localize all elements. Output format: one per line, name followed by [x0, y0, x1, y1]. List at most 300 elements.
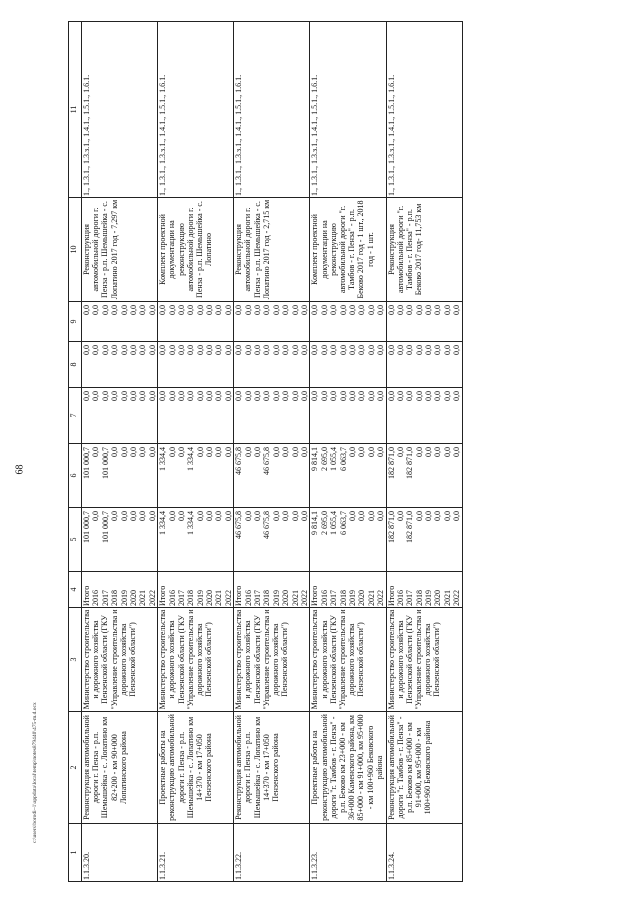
local-budget-value: 0,0 — [176, 345, 186, 355]
regional-budget-value: 1 334,4 — [186, 447, 196, 471]
federal-budget-value: 0,0 — [414, 391, 424, 401]
program-table — [68, 21, 463, 882]
federal-budget-value: 0,0 — [262, 391, 272, 401]
year-label — [82, 572, 158, 608]
year-label-value: 2016 — [91, 590, 101, 606]
federal-budget-value: 0,0 — [433, 391, 443, 401]
regional-budget-value: 0,0 — [167, 447, 177, 457]
local-budget-value: 0,0 — [167, 345, 177, 355]
header-cell: 5 — [69, 508, 82, 572]
local-budget-value: 0,0 — [329, 345, 339, 355]
regional-budget-value: 0,0 — [281, 447, 291, 457]
local-budget-value: 0,0 — [195, 345, 205, 355]
federal-budget-value: 0,0 — [442, 391, 452, 401]
local-budget-value: 0,0 — [376, 345, 386, 355]
local-budget-value: 0,0 — [223, 345, 233, 355]
local-budget-value: 0,0 — [452, 345, 462, 355]
total-funding-value: 0,0 — [395, 511, 405, 521]
total-funding-value: 0,0 — [119, 511, 129, 521]
local-budget-value: 0,0 — [310, 345, 320, 355]
year-label-value: 2021 — [366, 590, 376, 606]
extra-budget-value: 0,0 — [405, 305, 415, 315]
regional-budget-value: 182 871,0 — [386, 447, 396, 479]
total-funding-value: 46 675,8 — [262, 511, 272, 539]
year-label-value: 2017 — [100, 590, 110, 606]
local-budget-value: 0,0 — [253, 345, 263, 355]
year-label-value: 2021 — [442, 590, 452, 606]
expected-result: Реконструкция автомобильной дороги г. Пенза - р.п. Шемышейка - с. Лопатино 2017 год - 7,297 км — [82, 198, 158, 302]
local-budget-value: 0,0 — [366, 345, 376, 355]
total-funding-value: 0,0 — [366, 511, 376, 521]
local-budget-value: 0,0 — [271, 345, 281, 355]
indicator-codes: 1., 1.3.1., 1.3.з.1., 1.4.1., 1.5.1., 1.6.1. — [82, 22, 158, 198]
indicator-codes: 1., 1.3.1., 1.3.з.1., 1.4.1., 1.5.1., 1.6.1. — [158, 22, 234, 198]
federal-budget — [310, 388, 386, 444]
regional-budget-value: 0,0 — [253, 447, 263, 457]
row-number: 1.1.3.24. — [386, 824, 462, 882]
local-budget-value: 0,0 — [147, 345, 157, 355]
extra-budget-value: 0,0 — [414, 305, 424, 315]
federal-budget-value: 0,0 — [395, 391, 405, 401]
local-budget-value: 0,0 — [424, 345, 434, 355]
federal-budget-value: 0,0 — [167, 391, 177, 401]
regional-budget-value: 2 695,0 — [319, 447, 329, 471]
federal-budget — [386, 388, 462, 444]
local-budget-value: 0,0 — [395, 345, 405, 355]
row-number: 1.1.3.22. — [234, 824, 310, 882]
federal-budget-value: 0,0 — [186, 391, 196, 401]
federal-budget-value: 0,0 — [405, 391, 415, 401]
regional-budget-value: 6 063,7 — [338, 447, 348, 471]
federal-budget-value: 0,0 — [223, 391, 233, 401]
total-funding-value: 6 063,7 — [338, 511, 348, 535]
local-budget-value: 0,0 — [82, 345, 91, 355]
federal-budget-value: 0,0 — [195, 391, 205, 401]
row-number: 1.1.3.23. — [310, 824, 386, 882]
extra-budget-value: 0,0 — [234, 305, 244, 315]
local-budget-value: 0,0 — [214, 345, 224, 355]
executor: Министерство строительства и дорожного хозяйства Пензенской области (ГКУ "Управление строительства и дорожного хозяйства Пензенской области") — [310, 608, 386, 712]
extra-budget-value: 0,0 — [281, 305, 291, 315]
regional-budget-value: 0,0 — [147, 447, 157, 457]
regional-budget-value: 0,0 — [243, 447, 253, 457]
extra-budget-value: 0,0 — [271, 305, 281, 315]
extra-budget-value: 0,0 — [186, 305, 196, 315]
year-label-value: 2019 — [195, 590, 205, 606]
total-funding-value: 0,0 — [452, 511, 462, 521]
year-label-value: 2020 — [281, 590, 291, 606]
year-label-value: 2018 — [186, 590, 196, 606]
year-label-value: 2017 — [253, 590, 263, 606]
local-budget — [386, 342, 462, 388]
total-funding — [310, 508, 386, 572]
regional-budget-value: 0,0 — [433, 447, 443, 457]
local-budget-value: 0,0 — [290, 345, 300, 355]
extra-budget-value: 0,0 — [319, 305, 329, 315]
federal-budget-value: 0,0 — [91, 391, 101, 401]
executor: Министерство строительства и дорожного хозяйства Пензенской области (ГКУ "Управление строительства и дорожного хозяйства Пензенской области") — [234, 608, 310, 712]
regional-budget-value: 0,0 — [214, 447, 224, 457]
total-funding-value: 0,0 — [147, 511, 157, 521]
federal-budget-value: 0,0 — [253, 391, 263, 401]
total-funding-value: 0,0 — [414, 511, 424, 521]
regional-budget — [310, 444, 386, 508]
local-budget-value: 0,0 — [357, 345, 367, 355]
expected-result: Реконструкция автомобильной дороги "г. Тамбов - г. Пенза" - р.п. Беково 2017 год- 11,753 км — [386, 198, 462, 302]
year-label-value: Итого — [234, 585, 244, 606]
extra-budget-value: 0,0 — [223, 305, 233, 315]
local-budget-value: 0,0 — [299, 345, 309, 355]
year-label-value: 2016 — [167, 590, 177, 606]
year-label-value: 2016 — [319, 590, 329, 606]
year-label — [234, 572, 310, 608]
federal-budget-value: 0,0 — [158, 391, 168, 401]
federal-budget-value: 0,0 — [82, 391, 91, 401]
year-label-value: 2017 — [405, 590, 415, 606]
local-budget-value: 0,0 — [119, 345, 129, 355]
regional-budget-value: 0,0 — [357, 447, 367, 457]
year-label-value: 2022 — [223, 590, 233, 606]
year-label-value: 2017 — [329, 590, 339, 606]
total-funding-value: 46 675,8 — [234, 511, 244, 539]
header-cell: 3 — [69, 608, 82, 712]
federal-budget-value: 0,0 — [138, 391, 148, 401]
measure-name: Проектные работы на реконструкцию автомобильной дороги г. Пенза - р.п. Шемышейка - с. Лопатино км 14+370 - км 17+050 Пензенского района — [158, 712, 234, 824]
extra-budget-value: 0,0 — [82, 305, 91, 315]
regional-budget — [158, 444, 234, 508]
regional-budget-value: 9 814,1 — [310, 447, 320, 471]
extra-budget — [158, 302, 234, 342]
header-cell: 7 — [69, 388, 82, 444]
total-funding-value: 0,0 — [128, 511, 138, 521]
year-label — [310, 572, 386, 608]
regional-budget-value: 0,0 — [442, 447, 452, 457]
total-funding-value: 0,0 — [357, 511, 367, 521]
federal-budget-value: 0,0 — [452, 391, 462, 401]
year-label-value: 2018 — [338, 590, 348, 606]
year-label-value: 2020 — [128, 590, 138, 606]
regional-budget-value: 1 055,4 — [329, 447, 339, 471]
federal-budget-value: 0,0 — [119, 391, 129, 401]
federal-budget-value: 0,0 — [100, 391, 110, 401]
indicator-codes: 1., 1.3.1., 1.3.з.1., 1.4.1., 1.5.1., 1.6.1. — [310, 22, 386, 198]
total-funding-value: 0,0 — [433, 511, 443, 521]
extra-budget — [82, 302, 158, 342]
expected-result: Комплект проектной документации на реконструкцию автомобильной дороги г. Пенза - р.п. Шемышейка - с. Лопатино — [158, 198, 234, 302]
local-budget-value: 0,0 — [100, 345, 110, 355]
extra-budget-value: 0,0 — [299, 305, 309, 315]
extra-budget — [310, 302, 386, 342]
extra-budget — [234, 302, 310, 342]
federal-budget — [158, 388, 234, 444]
federal-budget-value: 0,0 — [338, 391, 348, 401]
local-budget-value: 0,0 — [158, 345, 168, 355]
extra-budget-value: 0,0 — [138, 305, 148, 315]
header-cell: 6 — [69, 444, 82, 508]
federal-budget-value: 0,0 — [424, 391, 434, 401]
header-cell: 2 — [69, 712, 82, 824]
header-cell: 4 — [69, 572, 82, 608]
extra-budget — [386, 302, 462, 342]
extra-budget-value: 0,0 — [366, 305, 376, 315]
regional-budget-value: 182 871,0 — [405, 447, 415, 479]
year-label-value: 2019 — [424, 590, 434, 606]
year-label-value: 2019 — [347, 590, 357, 606]
total-funding-value: 0,0 — [214, 511, 224, 521]
year-label-value: 2020 — [205, 590, 215, 606]
local-budget-value: 0,0 — [128, 345, 138, 355]
total-funding — [158, 508, 234, 572]
local-budget-value: 0,0 — [138, 345, 148, 355]
local-budget — [234, 342, 310, 388]
local-budget-value: 0,0 — [433, 345, 443, 355]
extra-budget-value: 0,0 — [253, 305, 263, 315]
extra-budget-value: 0,0 — [119, 305, 129, 315]
extra-budget-value: 0,0 — [290, 305, 300, 315]
year-label-value: 2021 — [214, 590, 224, 606]
local-budget — [82, 342, 158, 388]
total-funding-value: 0,0 — [442, 511, 452, 521]
regional-budget-value: 0,0 — [347, 447, 357, 457]
federal-budget-value: 0,0 — [386, 391, 396, 401]
extra-budget-value: 0,0 — [100, 305, 110, 315]
federal-budget — [82, 388, 158, 444]
total-funding-value: 182 871,0 — [386, 511, 396, 543]
extra-budget-value: 0,0 — [195, 305, 205, 315]
regional-budget-value: 0,0 — [138, 447, 148, 457]
extra-budget-value: 0,0 — [167, 305, 177, 315]
measure-name: Проектные работы на реконструкцию автомобильной дороги "г. Тамбов - г. Пенза" - р.п. Беково км 23+000 - км 36+000 Каменского района, км 85+000 - км 91+000, км 95+000 - км 100+960 Бековского района — [310, 712, 386, 824]
year-label-value: 2022 — [299, 590, 309, 606]
total-funding-value: 1 334,4 — [158, 511, 168, 535]
total-funding-value: 0,0 — [376, 511, 386, 521]
extra-budget-value: 0,0 — [442, 305, 452, 315]
total-funding-value: 0,0 — [243, 511, 253, 521]
local-budget-value: 0,0 — [347, 345, 357, 355]
year-label-value: 2016 — [395, 590, 405, 606]
year-label-value: 2018 — [262, 590, 272, 606]
federal-budget-value: 0,0 — [366, 391, 376, 401]
header-cell: 10 — [69, 198, 82, 302]
year-label-value: Итого — [386, 585, 396, 606]
executor: Министерство строительства и дорожного хозяйства Пензенской области (ГКУ "Управление строительства и дорожного хозяйства Пензенской области") — [158, 608, 234, 712]
extra-budget-value: 0,0 — [91, 305, 101, 315]
federal-budget-value: 0,0 — [205, 391, 215, 401]
measure-name: Реконструкция автомобильной дороги г. Пенза - р.п. Шемышейка - с. Лопатино км 82+200 - км 90+000 Лопатинского района — [82, 712, 158, 824]
total-funding-value: 101 000,7 — [82, 511, 91, 543]
total-funding — [234, 508, 310, 572]
header-cell: 9 — [69, 302, 82, 342]
year-label-value: 2017 — [176, 590, 186, 606]
year-label-value: Итого — [158, 585, 168, 606]
federal-budget-value: 0,0 — [243, 391, 253, 401]
year-label-value: Итого — [82, 585, 91, 606]
header-cell: 11 — [69, 22, 82, 198]
regional-budget-value: 0,0 — [176, 447, 186, 457]
extra-budget-value: 0,0 — [214, 305, 224, 315]
total-funding-value: 0,0 — [347, 511, 357, 521]
extra-budget-value: 0,0 — [338, 305, 348, 315]
year-label-value: 2018 — [414, 590, 424, 606]
total-funding-value: 1 055,4 — [329, 511, 339, 535]
executor: Министерство строительства и дорожного хозяйства Пензенской области (ГКУ "Управление строительства и дорожного хозяйства Пензенской области") — [386, 608, 462, 712]
year-label — [158, 572, 234, 608]
regional-budget-value: 46 675,8 — [262, 447, 272, 475]
local-budget-value: 0,0 — [442, 345, 452, 355]
total-funding-value: 101 000,7 — [100, 511, 110, 543]
total-funding-value: 0,0 — [281, 511, 291, 521]
year-label-value: 2019 — [271, 590, 281, 606]
regional-budget-value: 0,0 — [195, 447, 205, 457]
rotated-page-content — [68, 22, 632, 882]
federal-budget-value: 0,0 — [176, 391, 186, 401]
extra-budget-value: 0,0 — [386, 305, 396, 315]
extra-budget-value: 0,0 — [329, 305, 339, 315]
local-budget-value: 0,0 — [110, 345, 120, 355]
year-label-value: 2022 — [452, 590, 462, 606]
total-funding — [386, 508, 462, 572]
total-funding-value: 0,0 — [253, 511, 263, 521]
page-number: 68 — [14, 464, 26, 475]
local-budget-value: 0,0 — [338, 345, 348, 355]
total-funding-value: 9 814,1 — [310, 511, 320, 535]
extra-budget-value: 0,0 — [433, 305, 443, 315]
local-budget-value: 0,0 — [319, 345, 329, 355]
extra-budget-value: 0,0 — [176, 305, 186, 315]
federal-budget-value: 0,0 — [310, 391, 320, 401]
federal-budget-value: 0,0 — [376, 391, 386, 401]
regional-budget-value: 0,0 — [452, 447, 462, 457]
local-budget-value: 0,0 — [205, 345, 215, 355]
regional-budget-value: 0,0 — [223, 447, 233, 457]
federal-budget-value: 0,0 — [357, 391, 367, 401]
local-budget-value: 0,0 — [405, 345, 415, 355]
total-funding-value: 0,0 — [195, 511, 205, 521]
extra-budget-value: 0,0 — [205, 305, 215, 315]
footer-file-path: c:\users\borodi~1\appdata\local\temp\notes879440\475-m.d.ocx — [32, 702, 38, 843]
total-funding-value: 1 334,4 — [186, 511, 196, 535]
local-budget-value: 0,0 — [234, 345, 244, 355]
total-funding-value: 0,0 — [223, 511, 233, 521]
federal-budget-value: 0,0 — [329, 391, 339, 401]
federal-budget-value: 0,0 — [110, 391, 120, 401]
local-budget — [310, 342, 386, 388]
total-funding — [82, 508, 158, 572]
table-row — [386, 22, 462, 882]
year-label — [386, 572, 462, 608]
regional-budget-value: 0,0 — [110, 447, 120, 457]
regional-budget — [234, 444, 310, 508]
indicator-codes: 1., 1.3.1., 1.3.з.1., 1.4.1., 1.5.1., 1.6.1. — [234, 22, 310, 198]
table-row — [234, 22, 310, 882]
total-funding-value: 0,0 — [271, 511, 281, 521]
regional-budget — [386, 444, 462, 508]
local-budget-value: 0,0 — [414, 345, 424, 355]
regional-budget-value: 0,0 — [376, 447, 386, 457]
extra-budget-value: 0,0 — [128, 305, 138, 315]
extra-budget-value: 0,0 — [158, 305, 168, 315]
regional-budget-value: 0,0 — [395, 447, 405, 457]
year-label-value: 2019 — [119, 590, 129, 606]
total-funding-value: 0,0 — [138, 511, 148, 521]
local-budget-value: 0,0 — [186, 345, 196, 355]
local-budget — [158, 342, 234, 388]
regional-budget-value: 0,0 — [366, 447, 376, 457]
extra-budget-value: 0,0 — [357, 305, 367, 315]
federal-budget-value: 0,0 — [319, 391, 329, 401]
federal-budget-value: 0,0 — [290, 391, 300, 401]
federal-budget-value: 0,0 — [281, 391, 291, 401]
regional-budget-value: 0,0 — [290, 447, 300, 457]
year-label-value: 2022 — [147, 590, 157, 606]
year-label-value: 2021 — [138, 590, 148, 606]
extra-budget-value: 0,0 — [395, 305, 405, 315]
year-label-value: 2020 — [357, 590, 367, 606]
federal-budget-value: 0,0 — [214, 391, 224, 401]
expected-result: Комплект проектной документации на реконструкцию автомобильной дороги "г. Тамбов - г. Пенза" - р.п. Беково 2017 год - 1 шт., 2018 год - 1 шт. — [310, 198, 386, 302]
total-funding-value: 0,0 — [424, 511, 434, 521]
table-row — [158, 22, 234, 882]
year-label-value: 2022 — [376, 590, 386, 606]
extra-budget-value: 0,0 — [310, 305, 320, 315]
total-funding-value: 0,0 — [205, 511, 215, 521]
total-funding-value: 0,0 — [110, 511, 120, 521]
local-budget-value: 0,0 — [91, 345, 101, 355]
regional-budget-value: 0,0 — [424, 447, 434, 457]
regional-budget-value: 46 675,8 — [234, 447, 244, 475]
total-funding-value: 2 695,0 — [319, 511, 329, 535]
measure-name: Реконструкция автомобильной дороги г. Пенза - р.п. Шемышейка - с. Лопатино км 14+370 - км 17+050 Пензенского района — [234, 712, 310, 824]
regional-budget-value: 0,0 — [299, 447, 309, 457]
regional-budget-value: 101 000,7 — [100, 447, 110, 479]
regional-budget-value: 101 000,7 — [82, 447, 91, 479]
regional-budget-value: 1 334,4 — [158, 447, 168, 471]
table-header-row — [69, 22, 82, 882]
extra-budget-value: 0,0 — [376, 305, 386, 315]
indicator-codes: 1., 1.3.1., 1.3.з.1., 1.4.1., 1.5.1., 1.6.1. — [386, 22, 462, 198]
total-funding-value: 0,0 — [299, 511, 309, 521]
table-row — [310, 22, 386, 882]
extra-budget-value: 0,0 — [424, 305, 434, 315]
federal-budget-value: 0,0 — [128, 391, 138, 401]
year-label-value: 2016 — [243, 590, 253, 606]
federal-budget-value: 0,0 — [271, 391, 281, 401]
table-row — [82, 22, 158, 882]
federal-budget-value: 0,0 — [147, 391, 157, 401]
regional-budget-value: 0,0 — [205, 447, 215, 457]
row-number: 1.1.3.20. — [82, 824, 158, 882]
extra-budget-value: 0,0 — [262, 305, 272, 315]
total-funding-value: 0,0 — [176, 511, 186, 521]
regional-budget-value: 0,0 — [414, 447, 424, 457]
extra-budget-value: 0,0 — [147, 305, 157, 315]
total-funding-value: 0,0 — [91, 511, 101, 521]
regional-budget-value: 0,0 — [119, 447, 129, 457]
measure-name: Реконструкция автомобильной дороги "г. Тамбов - г. Пенза" - р.п. Беково км 85+000 - км 91+000, км 95+000 - км 100+960 Бековского района — [386, 712, 462, 824]
regional-budget-value: 0,0 — [271, 447, 281, 457]
federal-budget-value: 0,0 — [299, 391, 309, 401]
federal-budget-value: 0,0 — [234, 391, 244, 401]
regional-budget — [82, 444, 158, 508]
local-budget-value: 0,0 — [243, 345, 253, 355]
total-funding-value: 0,0 — [167, 511, 177, 521]
header-cell: 1 — [69, 824, 82, 882]
regional-budget-value: 0,0 — [128, 447, 138, 457]
local-budget-value: 0,0 — [262, 345, 272, 355]
year-label-value: 2020 — [433, 590, 443, 606]
local-budget-value: 0,0 — [386, 345, 396, 355]
extra-budget-value: 0,0 — [110, 305, 120, 315]
